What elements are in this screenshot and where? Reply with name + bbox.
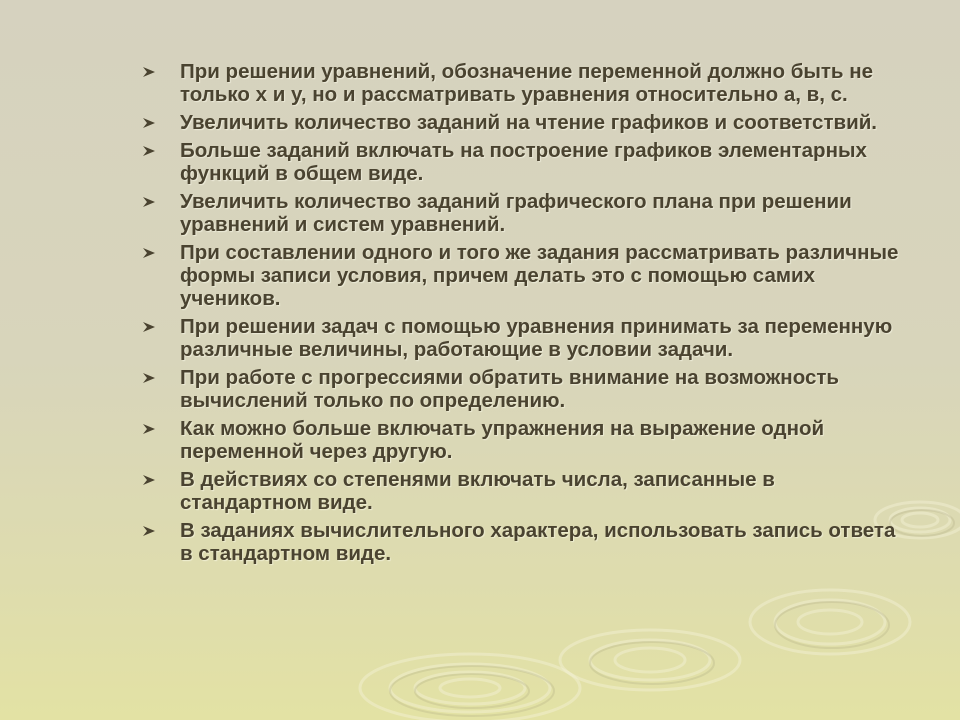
bullet-item <box>140 519 900 565</box>
bullet-text: Увеличить количество заданий на чтение графиков и соответствий. <box>180 111 877 134</box>
bullet-text: При решении уравнений, обозначение переменной должно быть не только х и у, но и рассматривать уравнения относительно а, в, с. <box>180 60 874 106</box>
bullet-item <box>140 190 900 236</box>
arrowhead-bullet-icon <box>142 525 156 537</box>
bullet-item <box>140 417 900 463</box>
bullet-text: В действиях со степенями включать числа, записанные в стандартном виде. <box>180 468 775 514</box>
bullet-item <box>140 241 900 310</box>
bullet-item <box>140 111 900 134</box>
arrowhead-bullet-icon <box>142 474 156 486</box>
arrowhead-bullet-icon <box>142 117 156 129</box>
bullet-text: При составлении одного и того же задания рассматривать различные формы записи условия, причем делать это с помощью самих учеников. <box>180 241 899 310</box>
arrowhead-bullet-icon <box>142 66 156 78</box>
bullet-item <box>140 60 900 106</box>
bullet-item <box>140 315 900 361</box>
bullet-text: При решении задач с помощью уравнения принимать за переменную различные величины, работающие в условии задачи. <box>180 315 893 361</box>
bullet-text: Больше заданий включать на построение графиков элементарных функций в общем виде. <box>180 139 867 185</box>
bullet-text: Увеличить количество заданий графического плана при решении уравнений и систем уравнений. <box>180 190 852 236</box>
arrowhead-bullet-icon <box>142 247 156 259</box>
bullet-item <box>140 468 900 514</box>
arrowhead-bullet-icon <box>142 196 156 208</box>
bullet-text: В заданиях вычислительного характера, использовать запись ответа в стандартном виде. <box>180 519 896 565</box>
arrowhead-bullet-icon <box>142 423 156 435</box>
bullet-item <box>140 139 900 185</box>
bullet-text: При работе с прогрессиями обратить внимание на возможность вычислений только по определению. <box>180 366 839 412</box>
bullet-item <box>140 366 900 412</box>
bullet-text: Как можно больше включать упражнения на выражение одной переменной через другую. <box>180 417 825 463</box>
arrowhead-bullet-icon <box>142 321 156 333</box>
arrowhead-bullet-icon <box>142 145 156 157</box>
bullet-list <box>140 60 900 570</box>
arrowhead-bullet-icon <box>142 372 156 384</box>
